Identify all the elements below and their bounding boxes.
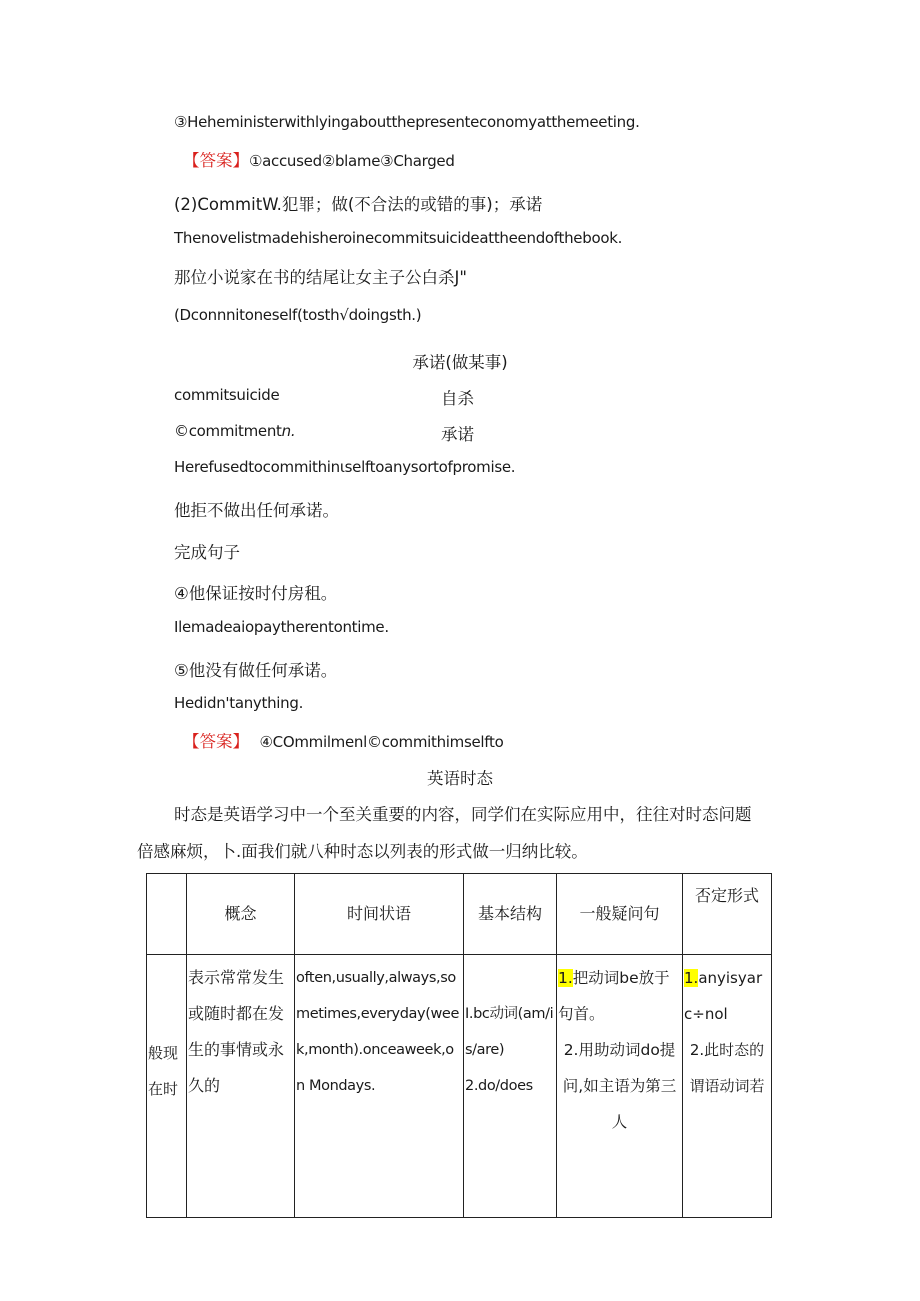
structure-item-2: 2.do/does [465, 1078, 533, 1094]
question-item-1-text: 把动词be放于句首。 [558, 969, 670, 1023]
header-basic-structure: 基本结构 [464, 874, 557, 955]
structure-cell [464, 955, 557, 1218]
answer-tag: 【答案】 [183, 151, 249, 170]
question-item-2: 2.用助动词do提问,如主语为第三人 [562, 1041, 677, 1131]
header-concept: 概念 [187, 874, 295, 955]
structure-item-1: I.bc动词(am/is/are) [465, 1006, 554, 1058]
question-item-1 [558, 960, 681, 1032]
header-cell-empty [147, 874, 187, 955]
text-line-1: ③Heheministerwithlyingaboutthepresenteconomyatthemeeting. [174, 113, 640, 131]
header-negative-form: 否定形式 [683, 874, 772, 955]
exercise-4-zh: ④他保证按时付房租。 [174, 584, 338, 603]
word-commitment [174, 422, 295, 440]
example-sentence-zh: 那位小说家在书的结尾让女主子公白杀J" [174, 268, 467, 287]
answer-text: ④COmmilmenl©commithimselfto [259, 733, 504, 751]
negative-item-2: 2.此时态的谓语动词若 [689, 1041, 765, 1095]
section-title-tenses: 英语时态 [427, 769, 493, 788]
question-item-1-number: 1. [558, 969, 573, 987]
exercise-5-zh: ⑤他没有做任何承诺。 [174, 661, 338, 680]
negative-item-1 [684, 960, 770, 1032]
answer-line-1 [183, 147, 455, 171]
concept-cell: 表示常常发生或随时都在发生的事情或永久的 [187, 955, 295, 1218]
phrase-commit-suicide-meaning: 自杀 [441, 389, 474, 408]
phrase-meaning: 承诺(做某事) [412, 353, 508, 372]
tense-table [146, 873, 772, 1218]
intro-paragraph-line-2: 倍感麻烦，卜.面我们就八种时态以列表的形式做一归纳比较。 [137, 842, 588, 861]
negative-item-1-number: 1. [684, 969, 699, 987]
negative-cell [683, 955, 772, 1218]
question-cell [557, 955, 683, 1218]
exercise-4-en: Ilemadeaiopaytherentontime. [174, 618, 389, 636]
word-commitment-meaning: 承诺 [441, 425, 474, 444]
phrase-commit-oneself: (Dconnnitoneself(tosth√doingsth.) [174, 306, 422, 324]
answer-text: ①accused②blame③Charged [249, 152, 455, 170]
word-commitment-pos: n. [281, 422, 296, 440]
word-commitment-text: ©commitment [174, 422, 282, 440]
adverbials-cell: often,usually,always,sometimes,everyday(week,month).onceaweek,on Mondays. [295, 955, 464, 1218]
answer-tag: 【答案】 [183, 732, 249, 751]
negative-item-1-text: anyisyarc÷nol [684, 969, 763, 1023]
intro-paragraph-line-1: 时态是英语学习中一个至关重要的内容，同学们在实际应用中，往往对时态问题 [174, 805, 752, 824]
vocab-heading-commit: (2)CommitW.犯罪；做(不合法的或错的事)；承诺 [174, 195, 543, 214]
tense-name-cell: 般现在时 [147, 955, 187, 1218]
example-refused-zh: 他拒不做出任何承诺。 [174, 501, 339, 520]
exercise-heading: 完成句子 [174, 543, 240, 562]
header-time-adverbials: 时间状语 [295, 874, 464, 955]
example-sentence-en: Thenovelistmadehisheroinecommitsuicideattheendofthebook. [174, 229, 623, 247]
phrase-commit-suicide: commitsuicide [174, 386, 280, 404]
exercise-5-en: Hedidn'tanything. [174, 694, 304, 712]
answer-line-2 [183, 728, 503, 752]
example-refused-en: Herefusedtocommithinιselftoanysortofpromise. [174, 458, 516, 476]
table-header-row [147, 874, 772, 955]
header-yes-no-question: 一般疑问句 [557, 874, 683, 955]
table-row [147, 955, 772, 1218]
